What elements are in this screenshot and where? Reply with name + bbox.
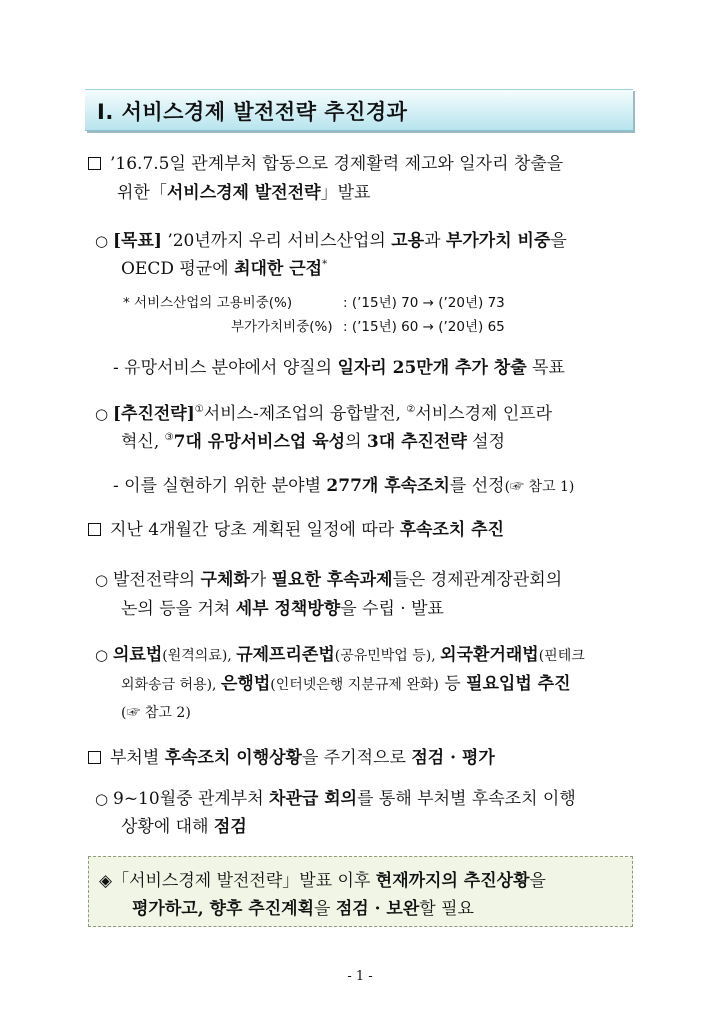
- summary-line-2: 평가하고, 향후 추진계획을 점검 · 보완할 필요: [132, 899, 474, 919]
- diamond-mark-icon: ◈: [99, 871, 113, 891]
- bullet-2-line-3: (☞ 참고 2): [121, 705, 191, 721]
- summary-line-1: ◈「서비스경제 발전전략」발표 이후 현재까지의 추진상황을: [99, 871, 546, 891]
- bullet-3-line-2: 상황에 대해 점검: [121, 817, 247, 837]
- section-1-line-2: 위한「서비스경제 발전전략」발표: [117, 183, 371, 203]
- goal-line-2: OECD 평균에 최대한 근접*: [121, 259, 328, 279]
- goal-note-1-value: : (’15년) 70 → (’20년) 73: [343, 295, 505, 311]
- section-3-line: 부처별 후속조치 이행상황을 주기적으로 점검 · 평가: [88, 750, 495, 767]
- goal-note-2-value: : (’15년) 60 → (’20년) 65: [343, 319, 505, 335]
- strategy-line-2: 혁신, ③7대 유망서비스업 육성의 3대 추진전략 설정: [121, 432, 506, 452]
- checkbox-square-icon: [88, 751, 101, 764]
- circle-bullet-icon: ○: [95, 571, 109, 589]
- circle-bullet-icon: ○: [95, 790, 109, 808]
- bullet-1-line-2: 논의 등을 거쳐 세부 정책방향을 수립 · 발표: [121, 599, 444, 619]
- summary-box: [88, 856, 633, 927]
- page-number: - 1 -: [347, 969, 373, 984]
- bullet-1-line-1: ○ 발전전략의 구체화가 필요한 후속과제들은 경제관계장관회의: [95, 570, 563, 590]
- section-2-line: 지난 4개월간 당초 계획된 일정에 따라 후속조치 추진: [88, 522, 504, 539]
- checkbox-square-icon: [88, 157, 101, 170]
- section-1-line-1: ’16.7.5일 관계부처 합동으로 경제활력 제고와 일자리 창출을: [88, 156, 563, 173]
- circle-bullet-icon: ○: [95, 405, 109, 423]
- goal-dash-line: - 유망서비스 분야에서 양질의 일자리 25만개 추가 창출 목표: [113, 358, 565, 378]
- bullet-2-line-1: ○ 의료법(원격의료), 규제프리존법(공유민박업 등), 외국환거래법(핀테크: [95, 645, 585, 665]
- bullet-3-line-1: ○ 9~10월중 관계부처 차관급 회의를 통해 부처별 후속조치 이행: [95, 789, 576, 809]
- goal-note-2: 부가가치비중(%): [231, 319, 333, 335]
- checkbox-square-icon: [88, 523, 101, 536]
- circle-bullet-icon: ○: [95, 232, 109, 250]
- section-header: [85, 89, 633, 131]
- strategy-line-1: ○ [추진전략]①서비스-제조업의 융합발전, ②서비스경제 인프라: [95, 404, 553, 424]
- goal-note-1: * 서비스산업의 고용비중(%): [123, 295, 293, 311]
- strategy-dash-line: - 이를 실현하기 위한 분야별 277개 후속조치를 선정(☞ 참고 1): [113, 476, 575, 496]
- circle-bullet-icon: ○: [95, 646, 109, 664]
- section-title: Ⅰ. 서비스경제 발전전략 추진경과: [97, 100, 408, 124]
- goal-line-1: ○ [목표] ’20년까지 우리 서비스산업의 고용과 부가가치 비중을: [95, 231, 567, 251]
- bullet-2-line-2: 외화송금 허용), 은행법(인터넷은행 지분규제 완화) 등 필요입법 추진: [121, 674, 571, 694]
